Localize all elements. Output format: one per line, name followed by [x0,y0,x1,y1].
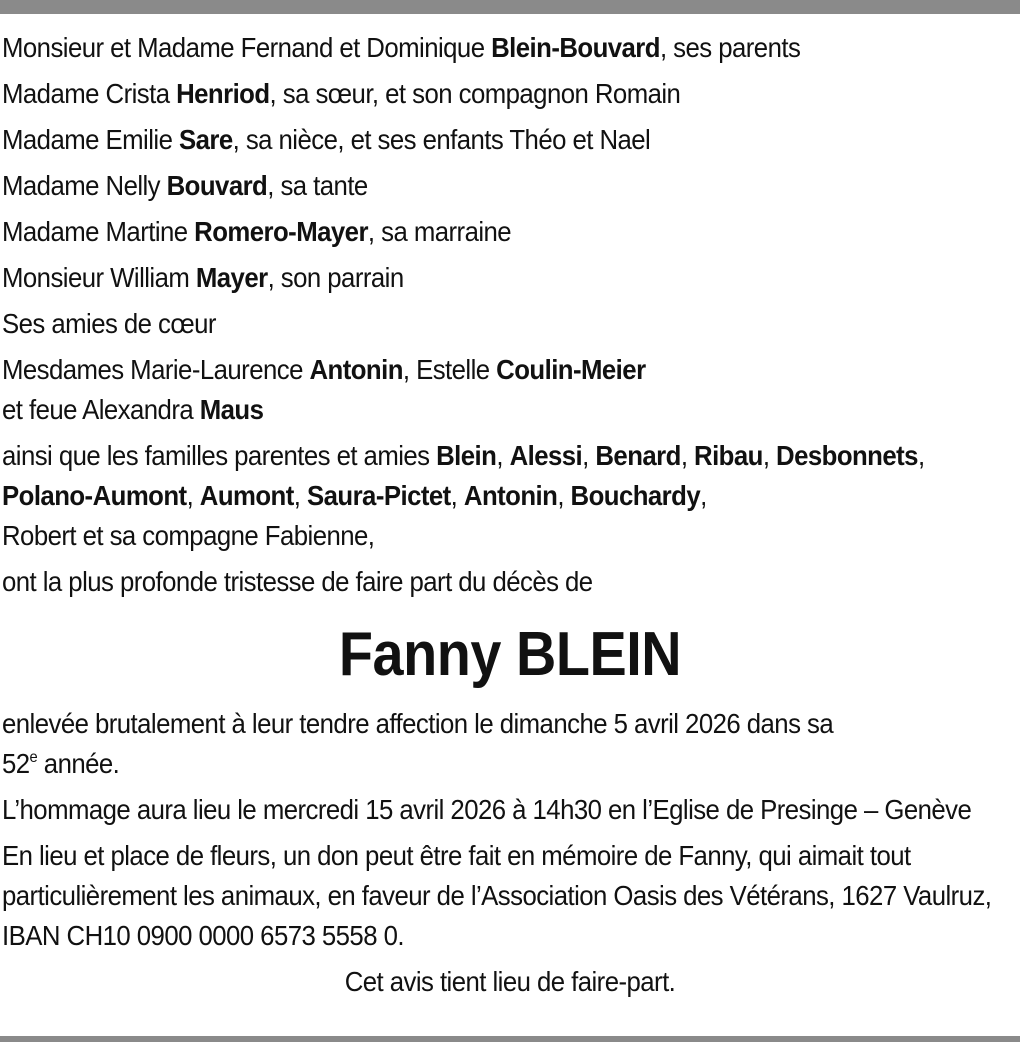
mourner-text: Ses amies de cœur [2,308,216,339]
mourner-surname: Maus [199,394,264,425]
announcement: ont la plus profonde tristesse de faire part du décès de [2,566,593,597]
mourner-text: Madame Martine [2,216,195,247]
family-name: Antonin [463,480,558,511]
family-name: Ribau [694,440,763,471]
family-name: Bouchardy [570,480,701,511]
family-separator: , [557,480,571,511]
family-separator: , [293,480,307,511]
mourner-surname: Mayer [195,262,268,293]
notice-body [2,28,1018,1002]
mourner-surname: Coulin-Meier [496,354,646,385]
family-separator: , [680,440,695,471]
mourner-relation: , sa tante [267,170,368,201]
mourner-text: Monsieur William [2,262,196,293]
family-name: Aumont [199,480,294,511]
family-separator: , [917,440,925,471]
mourner-text: , Estelle [402,354,497,385]
age-ordinal: e [29,749,38,766]
family-name: Desbonnets [776,440,918,471]
deceased-name: Fanny BLEIN [338,620,682,689]
mourner-line-niece [2,120,1018,160]
mourner-line-friends [2,304,1018,344]
family-separator: , [186,480,200,511]
mourner-line-friends-names [2,350,1018,430]
mourner-line-parents [2,28,1018,68]
mourner-text: Madame Emilie [2,124,179,155]
mourner-relation: , sa nièce, et ses enfants Théo et Nael [232,124,651,155]
mourner-surname: Sare [178,124,233,155]
death-text: enlevée brutalement à leur tendre affection le dimanche 5 avril 2026 dans sa [2,708,834,739]
bottom-rule [0,1036,1020,1042]
mourner-surname: Antonin [309,354,403,385]
mourner-text: Monsieur et Madame Fernand et Dominique [2,32,492,63]
mourner-relation: , ses parents [659,32,801,63]
closing-note: Cet avis tient lieu de faire-part. [344,966,676,997]
family-separator: , [762,440,777,471]
family-name: Alessi [509,440,583,471]
mourner-text: Madame Crista [2,78,177,109]
families-intro: ainsi que les familles parentes et amies [2,440,437,471]
family-name: Polano-Aumont [2,480,187,511]
mourner-text: et feue Alexandra [2,394,200,425]
mourner-surname: Blein-Bouvard [491,32,660,63]
hommage-details: L’hommage aura lieu le mercredi 15 avril 2026 à 14h30 en l’Eglise de Presinge – Genève [2,794,972,825]
families-paragraph: ainsi que les familles parentes et amies Blein, Alessi, Benard, Ribau, Desbonnets, Polano-Aumont, Aumont, Saura-Pictet, Antonin, Bouchardy, Robert et sa compagne Fabienne, [2,440,925,551]
mourner-relation: , sa sœur, et son compagnon Romain [269,78,681,109]
mourner-line-godmother [2,212,1018,252]
mourner-text: Madame Nelly [2,170,167,201]
mourner-line-godfather [2,258,1018,298]
family-name: Saura-Pictet [306,480,451,511]
mourner-relation: , son parrain [267,262,404,293]
family-separator: , [582,440,596,471]
mourner-text: Mesdames Marie-Laurence [2,354,310,385]
mourner-surname: Bouvard [166,170,268,201]
mourner-surname: Henriod [176,78,270,109]
families-end: Robert et sa compagne Fabienne, [2,520,375,551]
family-separator: , [450,480,464,511]
age-end: année. [37,748,120,779]
mourner-line-sister [2,74,1018,114]
mourner-surname: Romero-Mayer [194,216,368,247]
family-name: Benard [595,440,681,471]
mourner-relation: , sa marraine [367,216,512,247]
family-separator: , [496,440,510,471]
family-name: Blein [436,440,497,471]
mourner-line-aunt [2,166,1018,206]
death-details [2,704,1018,784]
age-number: 52 [2,748,30,779]
donation-details: En lieu et place de fleurs, un don peut être fait en mémoire de Fanny, qui aimait tout particulièrement les animaux, en faveur de l’Association Oasis des Vétérans, 1627 Vaulruz, IBAN CH10 0900 0000 6573 5558 0. [2,840,992,951]
top-rule [0,0,1020,14]
